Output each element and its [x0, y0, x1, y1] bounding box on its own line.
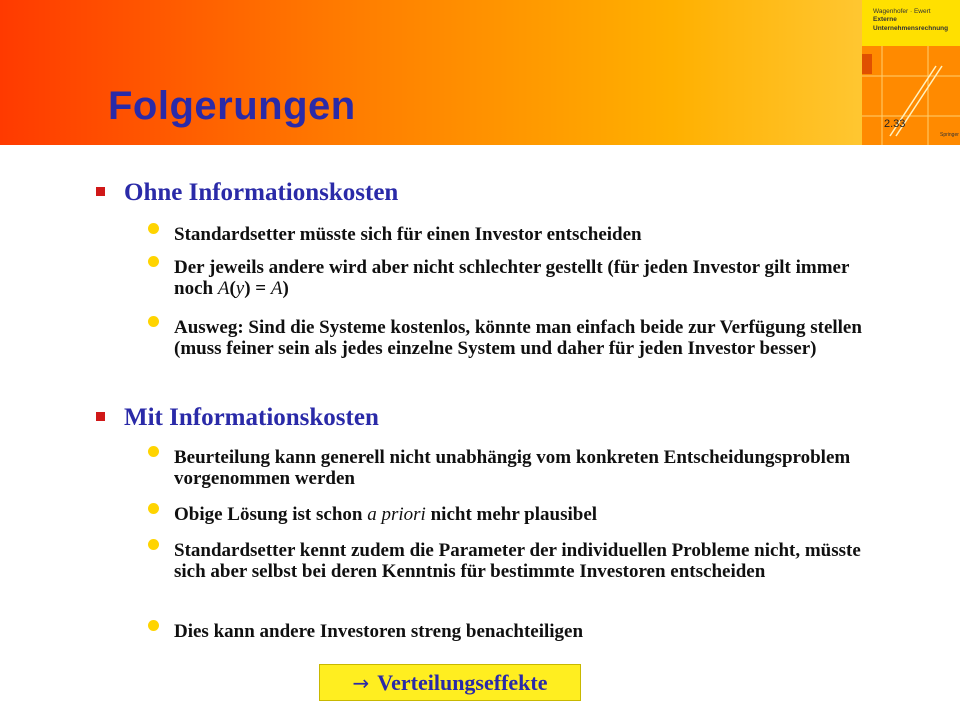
- book-cover-text: [873, 8, 948, 33]
- section-bullet-square: [96, 412, 105, 421]
- book-cover-title-line1: Externe: [873, 16, 897, 24]
- math-equals: =: [250, 278, 271, 299]
- bullet-text-part: nicht mehr plausibel: [425, 504, 598, 525]
- math-symbol-y: y: [235, 278, 245, 299]
- bullet-dot: [148, 539, 159, 550]
- bullet-text-part: Der jeweils andere wird aber nicht schlechter gestellt (für jeden Investor gilt immer noch: [174, 257, 850, 299]
- math-paren: ): [244, 278, 251, 299]
- slide-title: Folgerungen: [108, 84, 356, 128]
- book-cover-title-line2: Unternehmensrechnung: [873, 24, 949, 32]
- bullet-text-part: Obige Lösung ist schon: [174, 504, 368, 525]
- bullet-dot: [148, 620, 159, 631]
- book-cover-authors: Wagenhofer · Ewert: [873, 8, 931, 15]
- bullet-dot: [148, 446, 159, 457]
- bullet-text: Standardsetter kennt zudem die Parameter der individuellen Probleme nicht, müsste sich aber selbst bei deren Kenntnis für bestimmte Investoren entscheiden: [174, 540, 861, 582]
- bullet-text: Dies kann andere Investoren streng benachteiligen: [174, 621, 584, 642]
- math-symbol-a: A: [217, 278, 230, 299]
- emphasis-text: a priori: [367, 504, 426, 525]
- bullet-dot: [148, 503, 159, 514]
- page-number: 2.33: [884, 118, 906, 130]
- bullet-dot: [148, 316, 159, 327]
- bullet-text: Beurteilung kann generell nicht unabhängig vom konkreten Entscheidungsproblem vorgenommen werden: [174, 447, 851, 489]
- section-bullet-square: [96, 187, 105, 196]
- bullet-dot: [148, 256, 159, 267]
- bullet-text: Standardsetter müsste sich für einen Investor entscheiden: [174, 224, 642, 245]
- bullet-text-part: ): [282, 278, 289, 299]
- math-paren: (: [229, 278, 236, 299]
- book-cover-graphic: [862, 46, 960, 145]
- book-cover-publisher: Springer: [940, 132, 959, 138]
- bullet-dot: [148, 223, 159, 234]
- section-heading: Ohne Informationskosten: [124, 179, 399, 206]
- math-symbol-a: A: [270, 278, 283, 299]
- bullet-text: Ausweg: Sind die Systeme kostenlos, könnte man einfach beide zur Verfügung stellen (muss feiner sein als jedes einzelne System und daher für jeden Investor besser): [174, 317, 862, 359]
- conclusion-box: [319, 664, 581, 701]
- bullet-text: [174, 504, 874, 525]
- right-arrow-icon: →: [352, 670, 370, 695]
- conclusion-label: Verteilungseffekte: [377, 669, 548, 695]
- section-heading: Mit Informationskosten: [124, 404, 379, 431]
- book-cover-image: [862, 0, 960, 145]
- bullet-text: [174, 257, 874, 299]
